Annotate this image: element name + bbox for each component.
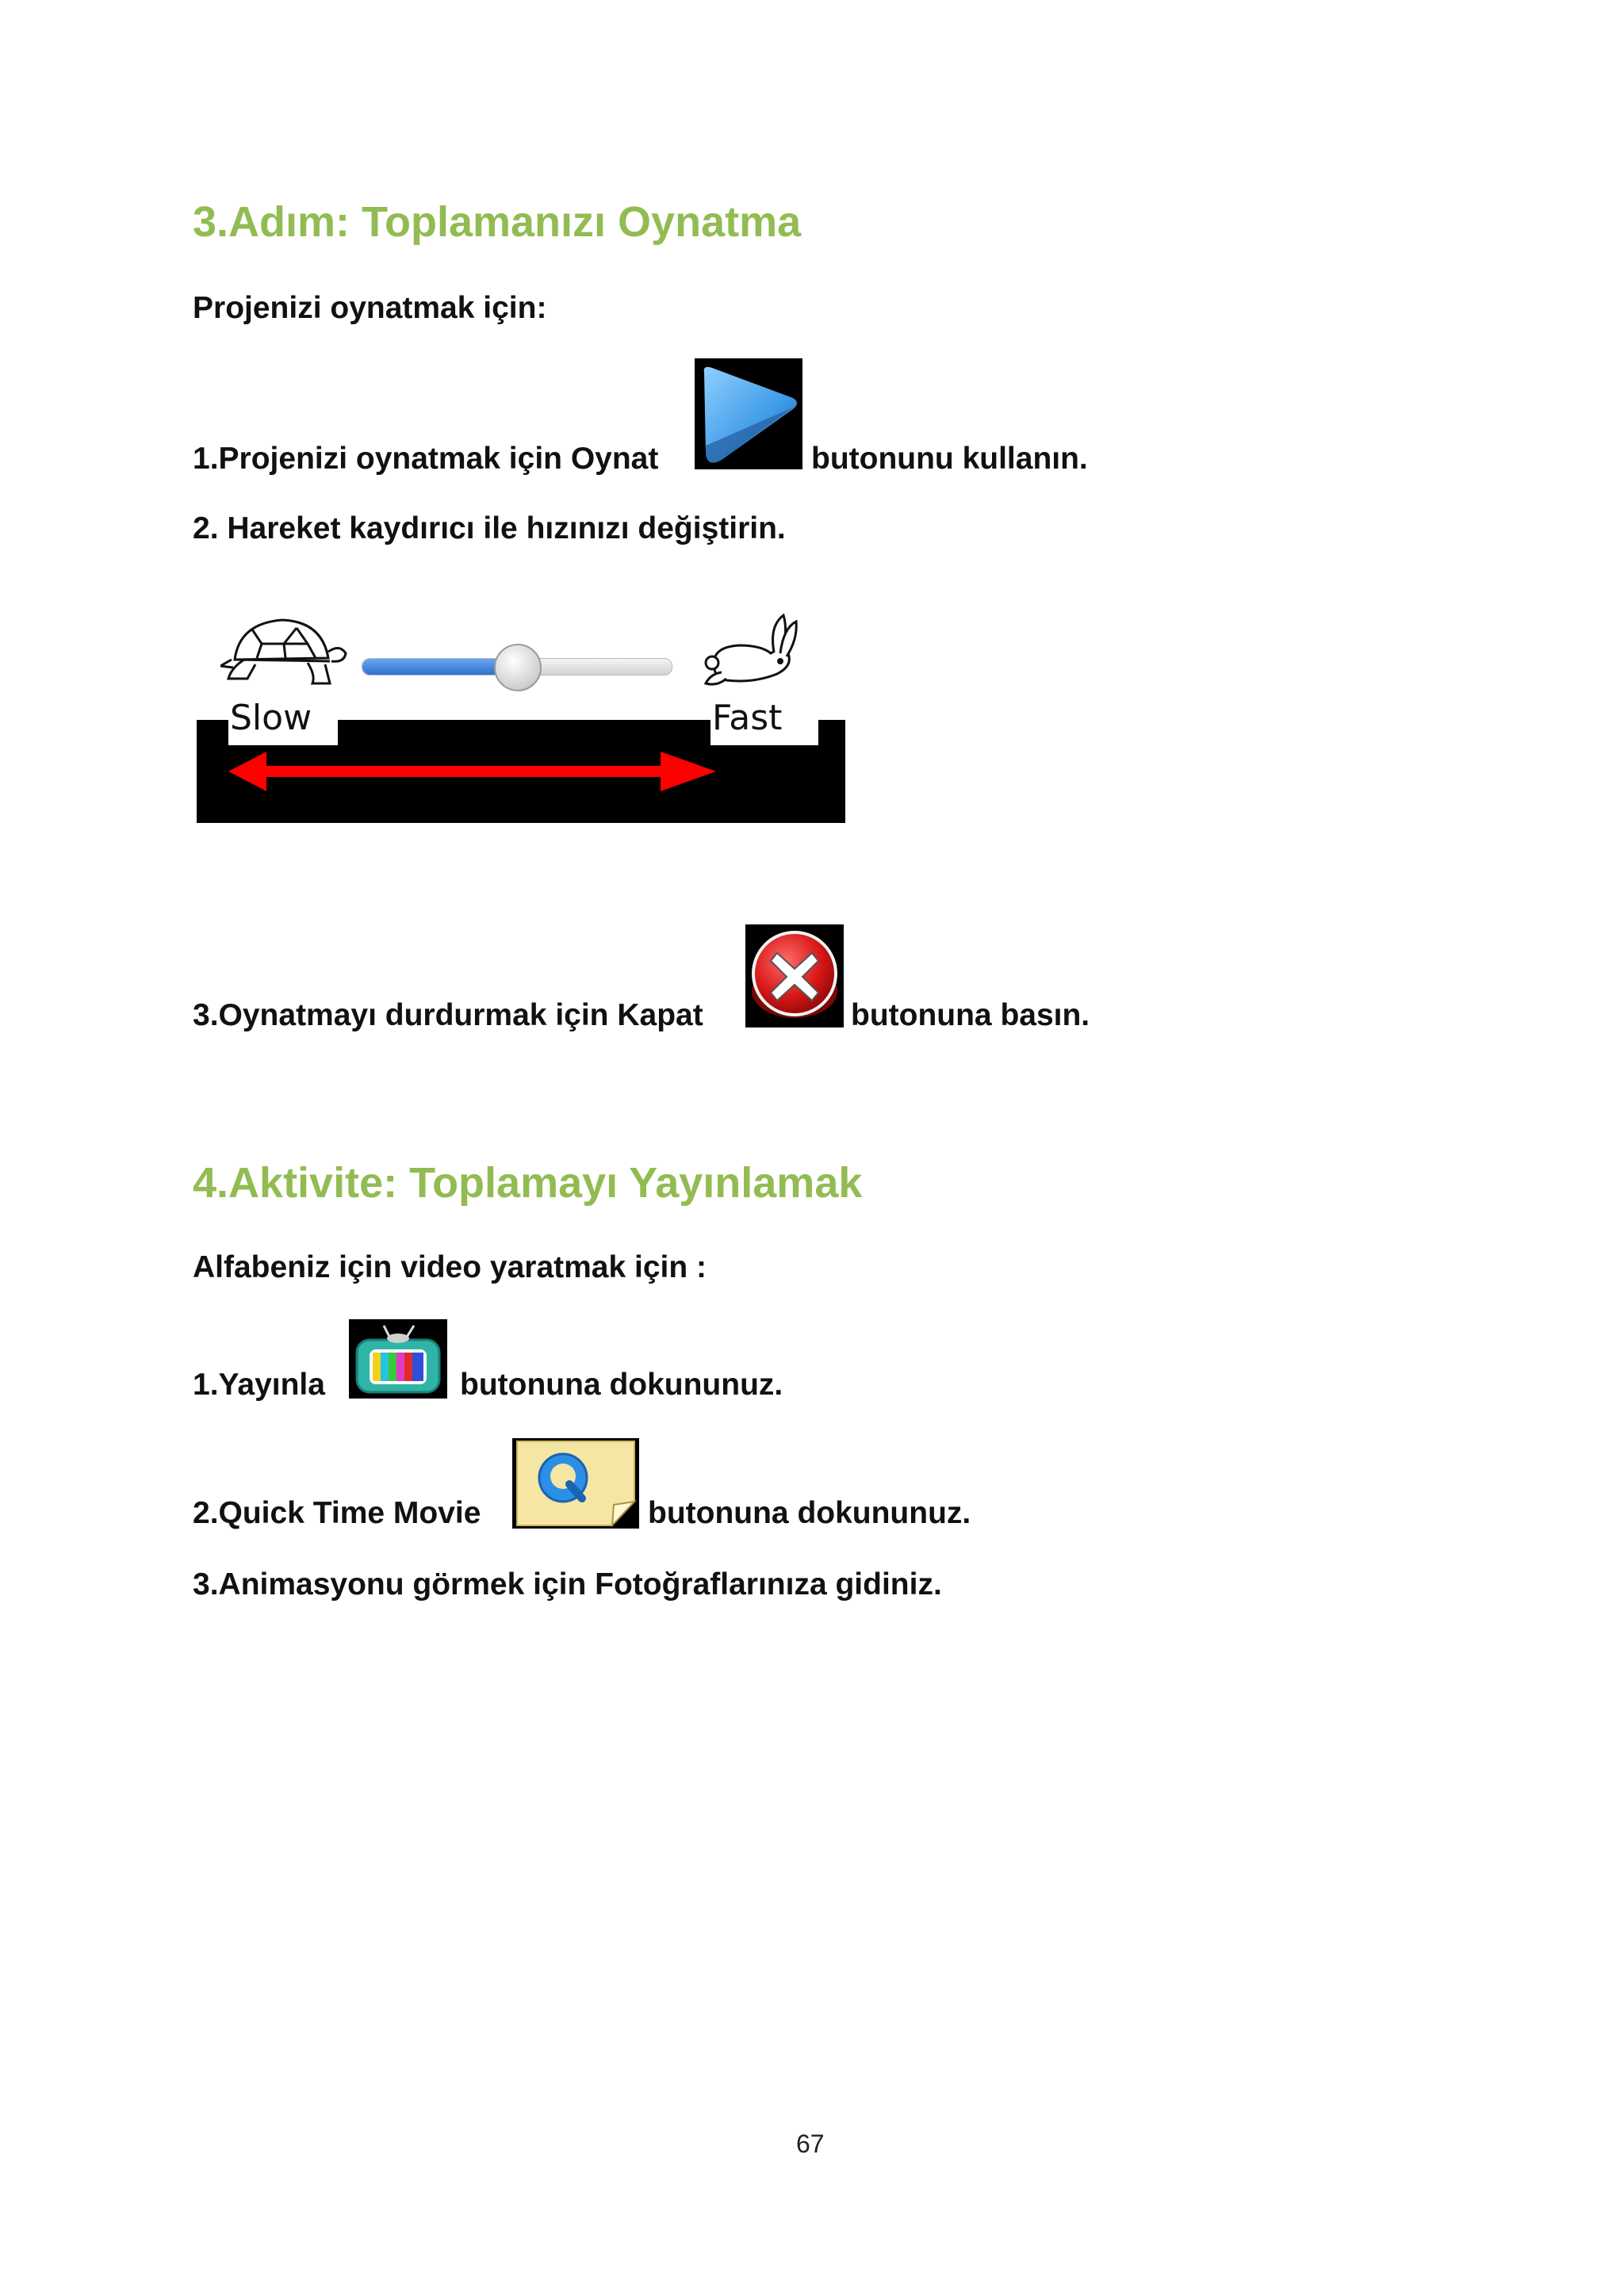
speed-slider-graphic: [197, 610, 845, 823]
section-4-intro: Alfabeniz için video yaratmak için :: [193, 1250, 707, 1284]
quicktime-button[interactable]: [512, 1438, 639, 1529]
rabbit-icon: [698, 610, 801, 690]
step-2-text: 2. Hareket kaydırıcı ile hızınızı değiştirin.: [193, 511, 786, 545]
slow-label: Slow: [228, 698, 338, 745]
step-1-text-pre: 1.Projenizi oynatmak için Oynat: [193, 442, 659, 476]
play-icon: [695, 358, 802, 469]
turtle-icon: [220, 612, 347, 688]
section-4-heading: 4.Aktivite: Toplamayı Yayınlamak: [193, 1159, 863, 1207]
step-1-text-post: butonunu kullanın.: [811, 442, 1088, 476]
close-icon: [745, 924, 844, 1027]
quicktime-icon: [512, 1438, 639, 1529]
publish-step-2-post: butonuna dokununuz.: [648, 1496, 971, 1530]
close-button[interactable]: [745, 924, 844, 1027]
publish-button[interactable]: [349, 1319, 447, 1399]
publish-step-2-pre: 2.Quick Time Movie: [193, 1496, 481, 1530]
step-3-text-pre: 3.Oynatmayı durdurmak için Kapat: [193, 998, 703, 1032]
page-number: 67: [796, 2130, 825, 2158]
tv-icon: [349, 1319, 447, 1399]
publish-step-1-post: butonuna dokununuz.: [460, 1368, 783, 1402]
fast-label: Fast: [710, 698, 818, 745]
step-3-text-post: butonuna basın.: [851, 998, 1090, 1032]
section-3-intro: Projenizi oynatmak için:: [193, 291, 547, 325]
speed-slider-thumb[interactable]: [494, 644, 542, 691]
publish-step-3-text: 3.Animasyonu görmek için Fotoğraflarınıza gidiniz.: [193, 1567, 942, 1601]
publish-step-1-pre: 1.Yayınla: [193, 1368, 325, 1402]
play-button[interactable]: [695, 358, 802, 469]
section-3-heading: 3.Adım: Toplamanızı Oynatma: [193, 198, 802, 246]
